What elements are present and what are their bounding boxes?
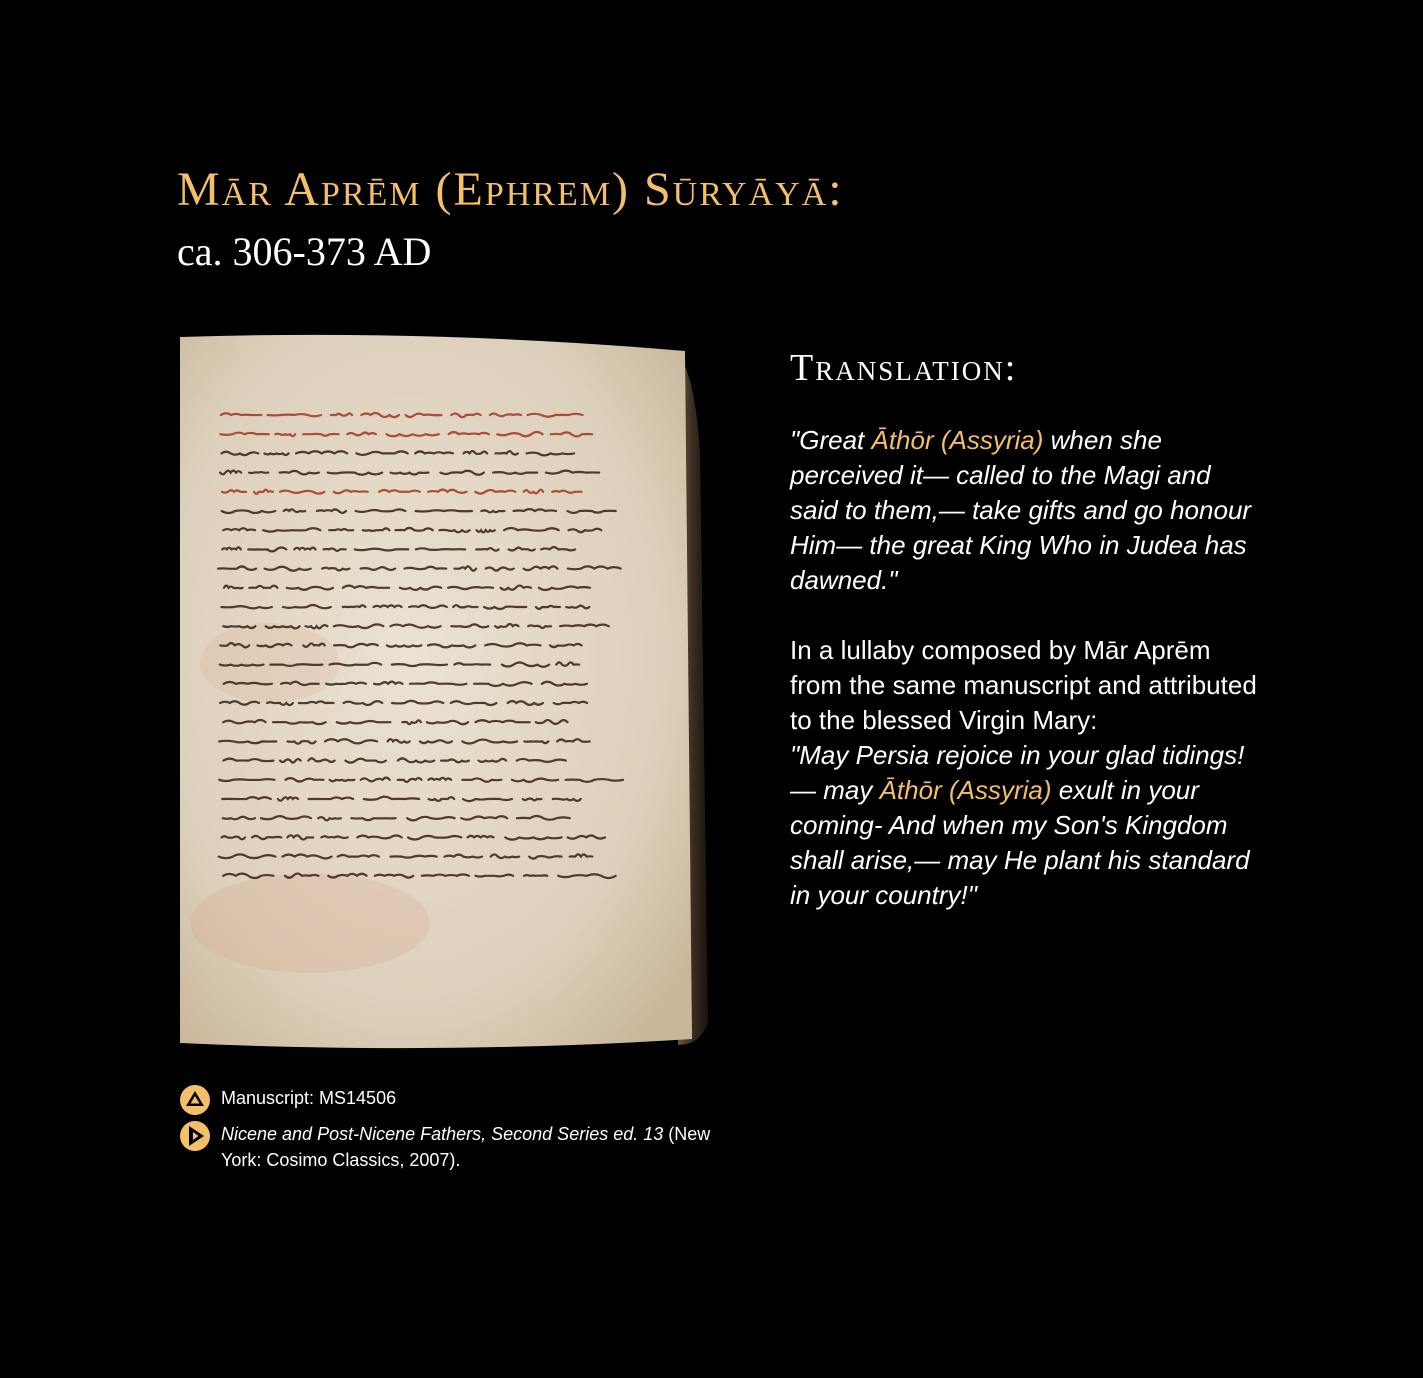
athor-highlight: Āthōr (Assyria) [879, 775, 1052, 805]
translation-body [790, 423, 1260, 913]
manuscript-image [180, 333, 710, 1050]
translation-heading: Translation: [790, 347, 1018, 389]
quote-magi: "Great Āthōr (Assyria) when she perceived it— called to the Magi and said to them,— take gifts and go honour Him— the great King Who in Judea has dawned." [790, 425, 1252, 595]
quote-lullaby: "May Persia rejoice in your glad tidings!— may Āthōr (Assyria) exult in your coming- And when my Son's Kingdom shall arise,— may He plant his standard in your country!" [790, 740, 1250, 910]
lullaby-intro: In a lullaby composed by Mār Aprēm from the same manuscript and attributed to the blessed Virgin Mary: [790, 635, 1257, 735]
manuscript-label: Manuscript: MS14506 [221, 1088, 397, 1108]
citation-publisher: (New York: Cosimo Classics, 2007). [221, 1124, 711, 1170]
right-arrow-circle-icon[interactable] [180, 1121, 210, 1151]
citation-title: Nicene and Post-Nicene Fathers, Second Series ed. 13 [221, 1124, 664, 1144]
page-title: Mār Aprēm (Ephrem) Sūryāyā: [177, 163, 844, 216]
manuscript-note [180, 1085, 740, 1111]
citation-note [180, 1121, 740, 1173]
image-notes [180, 1085, 740, 1173]
manuscript-page-illustration [180, 333, 710, 1050]
athor-highlight: Āthōr (Assyria) [871, 425, 1044, 455]
translation-panel [790, 349, 1260, 913]
page-subtitle-dates: ca. 306-373 AD [177, 229, 432, 274]
up-arrow-circle-icon[interactable] [180, 1085, 210, 1115]
